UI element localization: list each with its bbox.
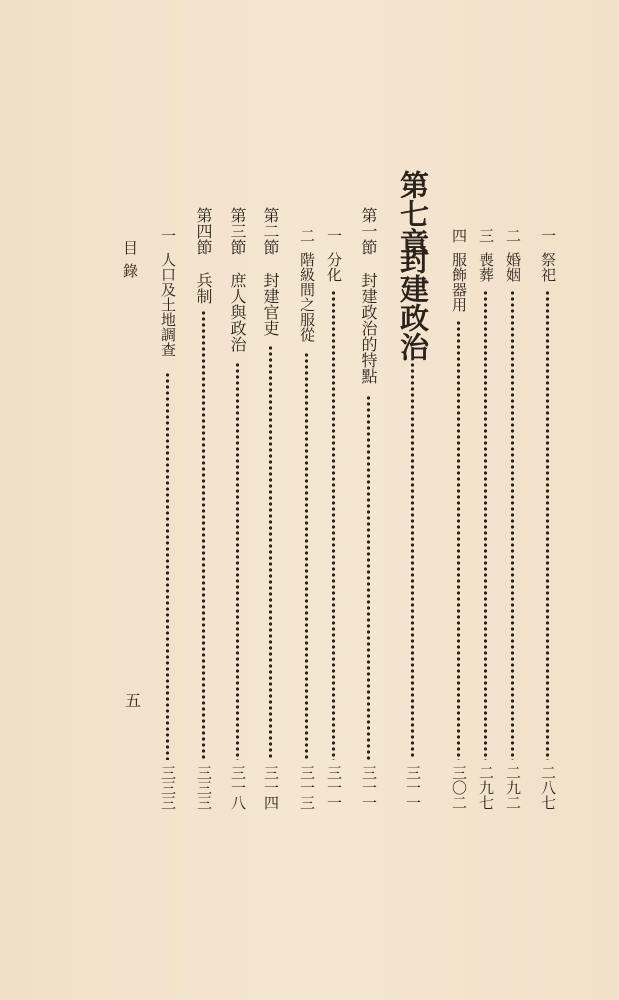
dot-leader	[332, 290, 335, 760]
chapter-number: 第七章	[396, 170, 430, 257]
dot-leader	[484, 290, 487, 760]
section-title: 封建政治的特點	[359, 272, 378, 384]
dot-leader	[269, 345, 272, 760]
entry-title: 服飾器用	[450, 252, 468, 312]
entry-title: 祭祀	[539, 252, 557, 282]
section-number: 第一節	[359, 207, 378, 255]
dot-leader	[511, 290, 514, 760]
dot-leader	[367, 395, 370, 760]
section-page: 三一八	[229, 765, 247, 810]
dot-leader	[236, 362, 239, 760]
page-number: 五	[125, 691, 142, 710]
entry-title: 分化	[325, 252, 343, 282]
section-page: 三一一	[360, 765, 378, 810]
section-title: 庶人與政治	[228, 272, 247, 352]
entry-page: 二九二	[504, 765, 522, 810]
section-page: 三一四	[262, 765, 280, 810]
entry-title: 婚姻	[504, 252, 522, 282]
entry-number: 一	[159, 228, 177, 243]
chapter-title: 封建政治	[396, 245, 430, 361]
chapter-page: 三一一	[404, 765, 422, 810]
section-title: 封建官吏	[261, 272, 280, 336]
section-title: 兵制	[194, 272, 213, 304]
entry-number: 一	[325, 228, 343, 243]
dot-leader	[546, 290, 549, 760]
entry-number: 一	[539, 228, 557, 243]
dot-leader	[202, 310, 205, 760]
entry-page: 二九七	[477, 765, 495, 810]
entry-number: 二	[298, 228, 316, 243]
entry-page: 三三三	[159, 765, 177, 810]
dot-leader	[166, 372, 169, 760]
entry-title: 人口及土地調查	[159, 252, 177, 357]
entry-title: 階級間之服從	[298, 252, 316, 342]
entry-number: 四	[450, 228, 468, 243]
entry-page: 二八七	[539, 765, 557, 810]
section-number: 第三節	[228, 207, 247, 255]
dot-leader	[411, 362, 414, 757]
running-header-label: 目錄	[121, 240, 139, 286]
entry-page: 三一三	[298, 765, 316, 810]
entry-page: 三〇二	[450, 765, 468, 810]
section-page: 三三三	[195, 765, 213, 810]
dot-leader	[457, 320, 460, 760]
toc-entry-sacrifice	[540, 228, 555, 243]
entry-number: 三	[477, 228, 495, 243]
dot-leader	[305, 352, 308, 760]
entry-page: 三一一	[325, 765, 343, 810]
section-number: 第四節	[194, 207, 213, 255]
section-number: 第二節	[261, 207, 280, 255]
entry-number: 二	[504, 228, 522, 243]
entry-title: 喪葬	[477, 252, 495, 282]
